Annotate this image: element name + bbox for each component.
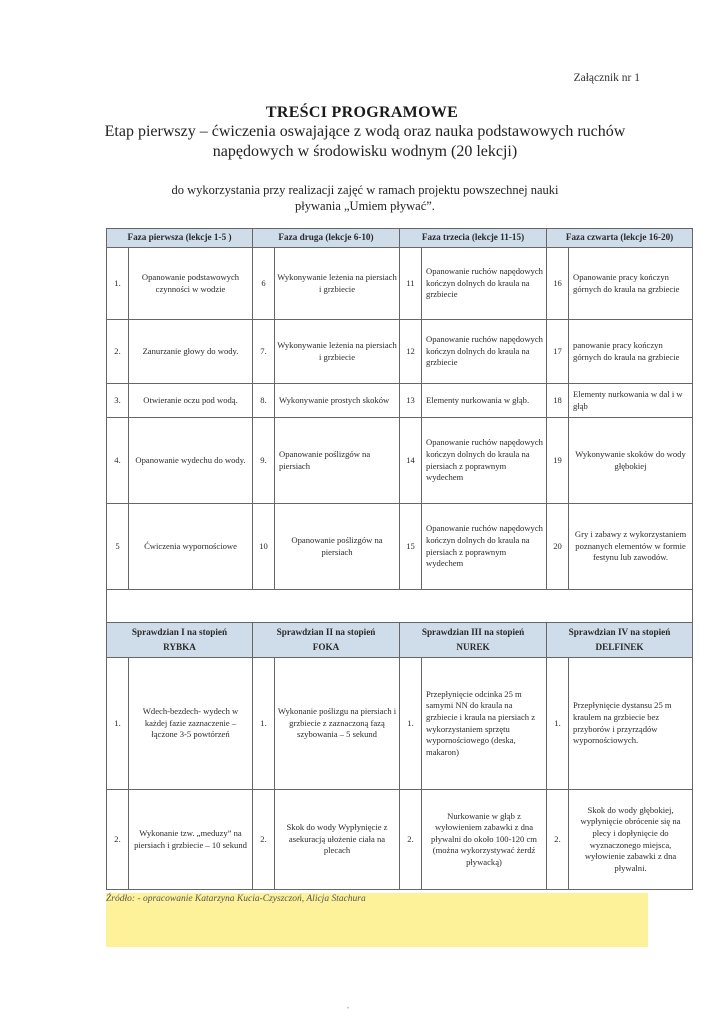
source-note: Źródło: - opracowanie Katarzyna Kucia-Czyszczoń, Alicja Stachura (106, 894, 366, 904)
lesson-content: Zanurzanie głowy do wody. (129, 320, 253, 384)
phases-header-row (107, 229, 693, 248)
lesson-number: 6 (253, 248, 275, 320)
lesson-content: Opanowanie ruchów napędowych kończyn dolnych do kraula na piersiach z poprawnym wydechem (422, 418, 547, 504)
test-number: 1. (253, 658, 275, 790)
test-header-title: Sprawdzian I na stopień (131, 627, 228, 637)
test-header (400, 623, 547, 658)
page-title: TREŚCI PROGRAMOWE (265, 104, 459, 121)
table-row (107, 790, 693, 890)
purpose-note: do wykorzystania przy realizacji zajęć w ramach projektu powszechnej nauki pływania „Umiem pływać”. (171, 183, 559, 213)
phases-table (106, 228, 693, 623)
test-content: Wykonanie poślizgu na piersiach i grzbiecie z zaznaczoną fazą szybowania – 5 sekund (275, 658, 400, 790)
spacer-row (107, 590, 693, 623)
lesson-number: 5 (107, 504, 129, 590)
lesson-content: Opanowanie ruchów napędowych kończyn dolnych do kraula na piersiach z poprawnym wydechem (422, 504, 547, 590)
test-number: 2. (547, 790, 569, 890)
lesson-number: 19 (547, 418, 569, 504)
tests-table (106, 622, 693, 890)
lesson-number: 17 (547, 320, 569, 384)
lesson-content: Opanowanie ruchów napędowych kończyn dolnych do kraula na grzbiecie (422, 248, 547, 320)
table-row (107, 320, 693, 384)
test-number: 2. (253, 790, 275, 890)
lesson-number: 2. (107, 320, 129, 384)
test-number: 1. (547, 658, 569, 790)
lesson-content: Wykonywanie leżenia na piersiach i grzbiecie (275, 248, 400, 320)
tests-header-row (107, 623, 693, 658)
lesson-number: 15 (400, 504, 422, 590)
lesson-number: 20 (547, 504, 569, 590)
scan-mark: • (347, 1006, 350, 1012)
lesson-number: 8. (253, 384, 275, 418)
lesson-content: Opanowanie wydechu do wody. (129, 418, 253, 504)
lesson-content: Opanowanie podstawowych czynności w wodzie (129, 248, 253, 320)
lesson-number: 14 (400, 418, 422, 504)
table-row (107, 248, 693, 320)
table-row (107, 504, 693, 590)
lesson-number: 11 (400, 248, 422, 320)
test-header-level: FOKA (312, 642, 340, 652)
test-content: Wdech-bezdech- wydech w każdej fazie zaznaczenie – łączone 3-5 powtórzeń (129, 658, 253, 790)
test-header (107, 623, 253, 658)
test-header (253, 623, 400, 658)
lesson-content: Wykonywanie skoków do wody głębokiej (569, 418, 693, 504)
test-header-title: Sprawdzian II na stopień (276, 627, 376, 637)
lesson-content: Opanowanie ruchów napędowych kończyn dolnych do kraula na grzbiecie (422, 320, 547, 384)
test-content: Przepłynięcie odcinka 25 m samymi NN do kraula na grzbiecie i kraula na piersiach z wykorzystaniem sprzętu wypornościowego (deska, makaron) (422, 658, 547, 790)
test-header-level: RYBKA (163, 642, 196, 652)
lesson-content: Otwieranie oczu pod wodą. (129, 384, 253, 418)
lesson-content: Ćwiczenia wypornościowe (129, 504, 253, 590)
test-header-title: Sprawdzian IV na stopień (568, 627, 671, 637)
table-row (107, 384, 693, 418)
test-content: Skok do wody głębokiej, wypłynięcie obrócenie się na plecy i dopłynięcie do wyznaczonego miejsca, wyłowienie zabawki z dna pływalni. (569, 790, 693, 890)
lesson-number: 18 (547, 384, 569, 418)
lesson-number: 10 (253, 504, 275, 590)
lesson-number: 1. (107, 248, 129, 320)
lesson-number: 9. (253, 418, 275, 504)
test-content: Skok do wody Wypłynięcie z asekuracją ułożenie ciała na plecach (275, 790, 400, 890)
lesson-number: 7. (253, 320, 275, 384)
lesson-number: 3. (107, 384, 129, 418)
lesson-content: Gry i zabawy z wykorzystaniem poznanych elementów w formie festynu lub zawodów. (569, 504, 693, 590)
test-content: Nurkowanie w głąb z wyłowieniem zabawki z dna pływalni do około 100-120 cm (można wykorzystywać żerdź pływacką) (422, 790, 547, 890)
lesson-number: 13 (400, 384, 422, 418)
test-number: 1. (107, 658, 129, 790)
phase-header: Faza czwarta (lekcje 16-20) (547, 229, 693, 248)
test-number: 1. (400, 658, 422, 790)
test-number: 2. (107, 790, 129, 890)
lesson-number: 12 (400, 320, 422, 384)
lesson-number: 4. (107, 418, 129, 504)
lesson-content: Wykonywanie prostych skoków (275, 384, 400, 418)
lesson-content: Opanowanie poślizgów na piersiach (275, 504, 400, 590)
phase-header: Faza druga (lekcje 6-10) (253, 229, 400, 248)
lesson-number: 16 (547, 248, 569, 320)
table-row (107, 418, 693, 504)
test-number: 2. (400, 790, 422, 890)
test-header (547, 623, 693, 658)
lesson-content: Wykonywanie leżenia na piersiach i grzbiecie (275, 320, 400, 384)
test-content: Wykonanie tzw. „meduzy” na piersiach i grzbiecie – 10 sekund (129, 790, 253, 890)
lesson-content: Opanowanie poślizgów na piersiach (275, 418, 400, 504)
lesson-content: panowanie pracy kończyn górnych do kraula na grzbiecie (569, 320, 693, 384)
lesson-content: Opanowanie pracy kończyn górnych do kraula na grzbiecie (569, 248, 693, 320)
test-header-title: Sprawdzian III na stopień (421, 627, 525, 637)
source-note-box (106, 893, 648, 947)
annex-label: Załącznik nr 1 (573, 72, 640, 84)
phase-header: Faza trzecia (lekcje 11-15) (400, 229, 547, 248)
lesson-content: Elementy nurkowania w dal i w głąb (569, 384, 693, 418)
phase-header: Faza pierwsza (lekcje 1-5 ) (107, 229, 253, 248)
table-row (107, 658, 693, 790)
test-header-level: NUREK (456, 642, 490, 652)
lesson-content: Elementy nurkowania w głąb. (422, 384, 547, 418)
test-header-level: DELFINEK (595, 642, 644, 652)
page-subtitle: Etap pierwszy – ćwiczenia oswajające z wodą oraz nauka podstawowych ruchów napędowych w środowisku wodnym (20 lekcji) (104, 123, 626, 160)
test-content: Przepłynięcie dystansu 25 m kraulem na grzbiecie bez przyborów i przyrządów wypornościowych. (569, 658, 693, 790)
